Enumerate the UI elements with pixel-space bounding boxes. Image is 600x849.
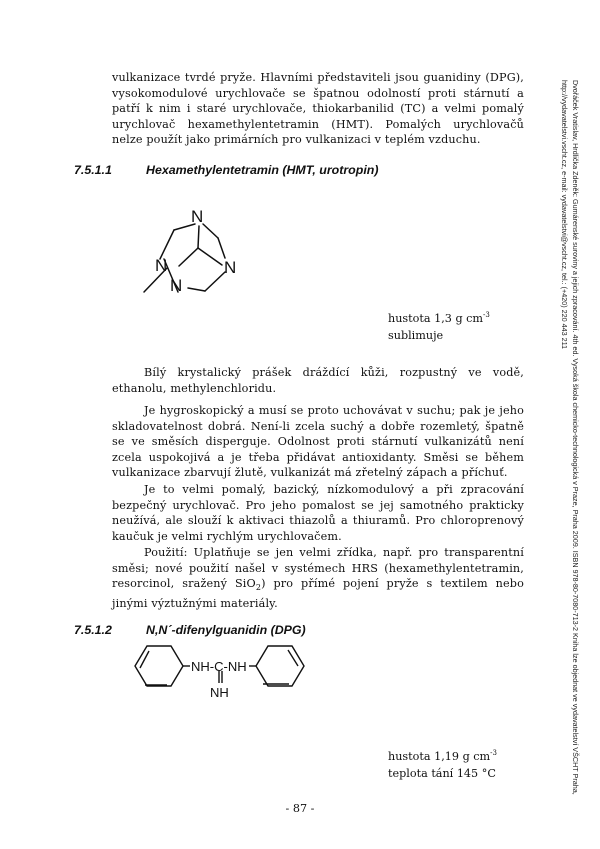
nitrogen-atom-label: N bbox=[155, 256, 168, 275]
hmt-usage-paragraph bbox=[112, 545, 524, 612]
density-property bbox=[388, 307, 490, 327]
imine-label: NH bbox=[210, 685, 229, 700]
page-number: - 87 - bbox=[285, 802, 315, 815]
sidebar-citation bbox=[540, 80, 580, 800]
section-title: N,N´-difenylguanidin (DPG) bbox=[146, 623, 306, 637]
usage-lead: Použití: Uplatňuje se jen velmi zřídka, např. pro transparentní směsi; nové použití našel v systémech HRS (hexamethylentetramin, resorcinol, sražený bbox=[112, 546, 524, 591]
density-text: hustota 1,19 g cm bbox=[388, 750, 491, 763]
hmt-paragraph: Bílý krystalický prášek dráždící kůži, rozpustný ve vodě, ethanolu, methylenchloridu. bbox=[112, 366, 524, 395]
sublimation-property: sublimuje bbox=[388, 329, 444, 342]
density-exponent: -3 bbox=[490, 749, 497, 757]
hmt-structure-diagram bbox=[130, 196, 260, 296]
section-number: 7.5.1.1 bbox=[74, 163, 112, 177]
usage-formula-subscript: 2 bbox=[255, 583, 262, 593]
hmt-paragraph: Je to velmi pomalý, bazický, nízkomodulový a při zpracování bezpečný urychlovač. Pro jeho pomalost se jej samotného prakticky neužívá, ale slouží k aktivaci thiazolů a thiuramů. Pro chloroprenový kaučuk je velmi rychlým urychlovačem. bbox=[112, 483, 524, 543]
section-title: Hexamethylentetramin (HMT, urotropin) bbox=[146, 163, 379, 177]
nitrogen-atom-label: N bbox=[224, 258, 237, 277]
section-heading-hmt bbox=[74, 163, 378, 177]
usage-formula: SiO bbox=[234, 577, 256, 591]
section-number: 7.5.1.2 bbox=[74, 623, 112, 637]
intro-paragraph: vulkanizace tvrdé pryže. Hlavními představiteli jsou guanidiny (DPG), vysokomodulové urychlovače se špatnou odolností proti stárnutí a patří k nim i staré urychlovače, thiokarbanilid (TC) a velmi pomalý urychlovač hexamethylentetramin (HMT). Pomalých urychlovačů nelze použít jako primárních pro vulkanizaci v teplém vzduchu. bbox=[112, 71, 524, 147]
hmt-properties bbox=[388, 307, 490, 344]
melting-point-property: teplota tání 145 °C bbox=[388, 767, 496, 780]
density-property bbox=[388, 745, 497, 765]
dpg-structure-diagram bbox=[130, 640, 310, 720]
nitrogen-atom-label: N bbox=[191, 207, 204, 226]
guanidine-chain-label: NH-C-NH bbox=[191, 659, 247, 674]
density-text: hustota 1,3 g cm bbox=[388, 312, 484, 325]
sidebar-citation-text: Dvořáček Vratislav, Hrdlička Zdeněk: Gumárenské suroviny a jejich zpracování. 4th ed. Vysoká škola chemicko-technologická v Praze, Praha 2009. ISBN 978-80-7080-713-2 Kniha lze objednat ve vydavatelství VŠCHT Praha, http://vydavatelstvi.vscht.cz, e-mail: vydavatelstvi@vscht.cz, tel.: (+420) 220 443 211 bbox=[560, 80, 580, 795]
section-heading-dpg bbox=[74, 623, 306, 637]
nitrogen-atom-label: N bbox=[170, 276, 183, 295]
density-exponent: -3 bbox=[483, 311, 490, 319]
dpg-properties bbox=[388, 745, 497, 782]
usage-tail: ) pro přímé pojení pryže s textilem nebo jinými výztužnými materiály. bbox=[112, 577, 524, 611]
hmt-paragraph: Je hygroskopický a musí se proto uchovávat v suchu; pak je jeho skladovatelnost dobrá. Není-li zcela suchý a dobře rozemletý, špatně se ve směsích disperguje. Odolnost proti stárnutí vulkanizátů není zcela uspokojivá a je třeba přidávat antioxidanty. Směsi se během vulkanizace zbarvují žlutě, vulkanizát má zřetelný zápach a příchuť. bbox=[112, 404, 524, 480]
